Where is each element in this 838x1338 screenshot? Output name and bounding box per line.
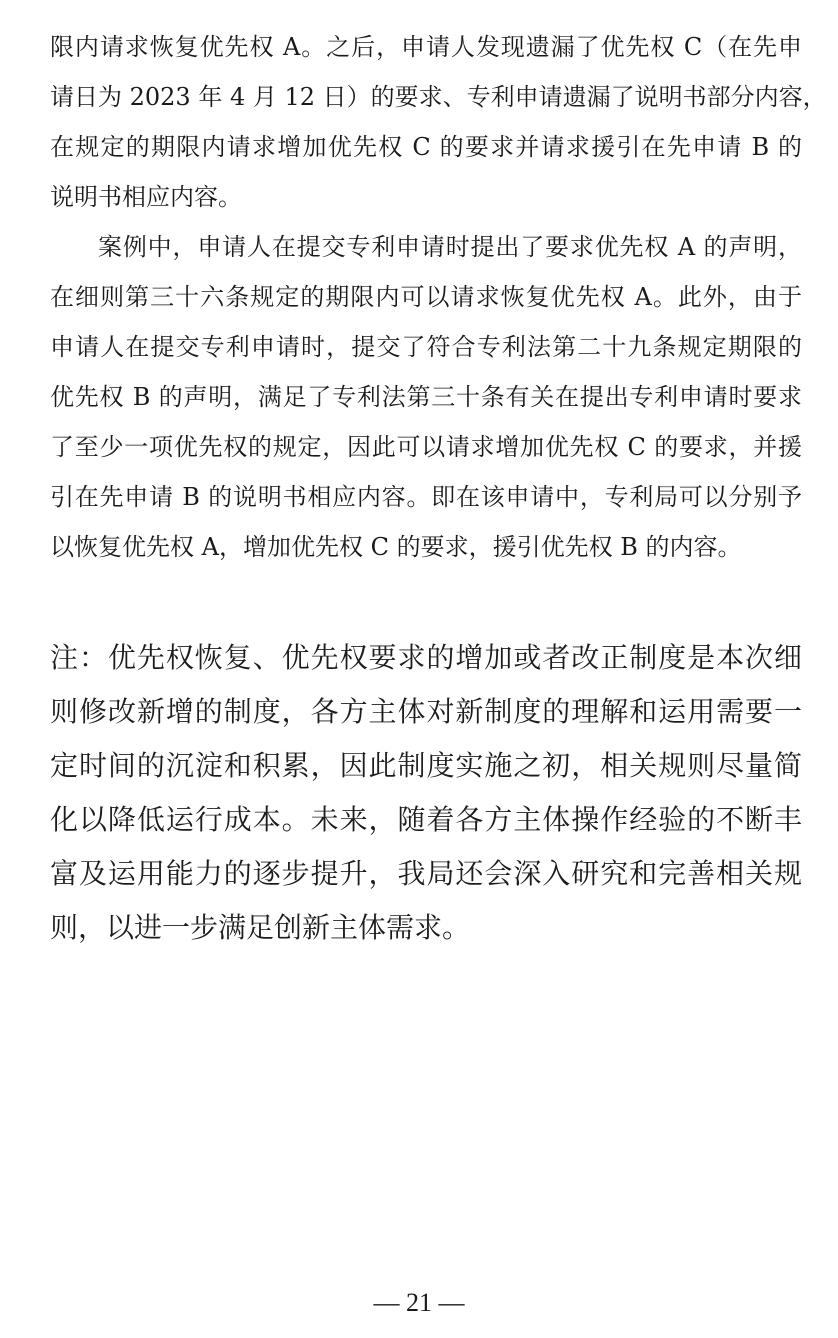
page-number: — 21 — (373, 1288, 465, 1317)
text-line: 请日为 2023 年 4 月 12 日）的要求、专利申请遗漏了说明书部分内容， (50, 83, 827, 111)
text-line: 以恢复优先权 A，增加优先权 C 的要求，援引优先权 B 的内容。 (50, 533, 742, 561)
note-line: 富及运用能力的逐步提升，我局还会深入研究和完善相关规 (50, 857, 802, 890)
text-line: 引在先申请 B 的说明书相应内容。即在该申请中，专利局可以分别予 (50, 483, 802, 511)
note-line: 则，以进一步满足创新主体需求。 (50, 911, 471, 944)
note-line: 化以降低运行成本。未来，随着各方主体操作经验的不断丰 (50, 803, 802, 836)
paragraph-case-analysis (50, 222, 802, 572)
note-paragraph (50, 631, 802, 955)
paragraph-case-continuation (50, 22, 827, 222)
text-line: 申请人在提交专利申请时，提交了符合专利法第二十九条规定期限的 (50, 333, 802, 361)
text-line: 在规定的期限内请求增加优先权 C 的要求并请求援引在先申请 B 的 (50, 133, 802, 161)
note-line: 注：优先权恢复、优先权要求的增加或者改正制度是本次细 (50, 641, 802, 674)
text-line: 在细则第三十六条规定的期限内可以请求恢复优先权 A。此外，由于 (50, 283, 802, 311)
text-line: 了至少一项优先权的规定，因此可以请求增加优先权 C 的要求，并援 (50, 433, 802, 461)
note-line: 则修改新增的制度，各方主体对新制度的理解和运用需要一 (50, 695, 802, 728)
text-line: 说明书相应内容。 (50, 183, 242, 211)
text-line: 限内请求恢复优先权 A。之后，申请人发现遗漏了优先权 C（在先申 (50, 33, 802, 61)
text-line: 案例中，申请人在提交专利申请时提出了要求优先权 A 的声明， (98, 233, 802, 261)
note-line: 定时间的沉淀和积累，因此制度实施之初，相关规则尽量简 (50, 749, 802, 782)
text-line: 优先权 B 的声明，满足了专利法第三十条有关在提出专利申请时要求 (50, 383, 802, 411)
